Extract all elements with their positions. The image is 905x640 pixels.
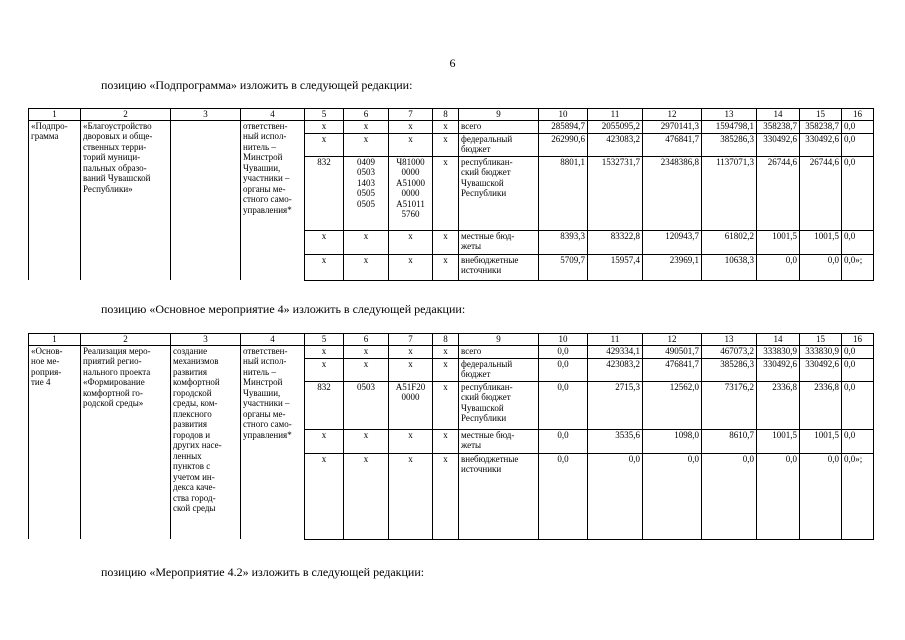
value-cell: 0,0: [842, 429, 874, 453]
target-item-cell: x: [389, 429, 433, 453]
value-cell: 1137071,3: [702, 156, 757, 230]
intro-event-4-2: позицию «Мероприятие 4.2» изложить в следующей редакции:: [101, 565, 425, 579]
value-cell: 2055095,2: [588, 120, 643, 133]
header-cell: 5: [305, 334, 344, 346]
grbs-cell: x: [305, 345, 344, 358]
value-cell: 330492,6: [757, 133, 800, 156]
value-cell: 0,0»;: [842, 254, 874, 280]
value-cell: 2336,8: [800, 381, 842, 429]
value-cell: 333830,9: [757, 345, 800, 358]
section-cell: 0503: [344, 381, 389, 429]
value-cell: 1594798,1: [702, 120, 757, 133]
header-cell: 2: [81, 334, 171, 346]
header-cell: 16: [842, 334, 874, 346]
header-cell: 7: [389, 109, 433, 121]
value-cell: 83322,8: [588, 230, 643, 254]
value-cell: 385286,3: [702, 133, 757, 156]
value-cell: 330492,6: [800, 358, 842, 381]
target-item-cell: x: [389, 358, 433, 381]
grbs-cell: x: [305, 254, 344, 280]
main-event-table: [28, 333, 874, 540]
target-item-cell: x: [389, 254, 433, 280]
header-cell: 4: [241, 109, 305, 121]
value-cell: 0,0: [842, 156, 874, 230]
header-cell: 11: [588, 109, 643, 121]
source-cell: местные бюд- жеты: [459, 230, 539, 254]
value-cell: 2970141,3: [643, 120, 702, 133]
value-cell: 429334,1: [588, 345, 643, 358]
target-item-cell: Ч81000 0000 A51000 0000 A51011 5760: [389, 156, 433, 230]
value-cell: 8801,1: [539, 156, 588, 230]
grbs-cell: x: [305, 453, 344, 539]
target-item-cell: x: [389, 120, 433, 133]
value-cell: 1098,0: [643, 429, 702, 453]
value-cell: 5709,7: [539, 254, 588, 280]
header-cell: 6: [344, 334, 389, 346]
value-cell: 0,0: [842, 230, 874, 254]
code-cell: «Подпро- грамма: [29, 120, 81, 280]
section-cell: x: [344, 120, 389, 133]
value-cell: 3535,6: [588, 429, 643, 453]
value-cell: 330492,6: [800, 133, 842, 156]
value-cell: 0,0: [757, 453, 800, 539]
value-cell: 12562,0: [643, 381, 702, 429]
value-cell: 0,0: [702, 453, 757, 539]
value-cell: 358238,7: [757, 120, 800, 133]
value-cell: 0,0: [539, 358, 588, 381]
value-cell: 61802,2: [702, 230, 757, 254]
value-cell: 1001,5: [800, 230, 842, 254]
grbs-cell: x: [305, 120, 344, 133]
value-cell: 0,0: [842, 358, 874, 381]
header-cell: 1: [29, 334, 81, 346]
expense-type-cell: x: [433, 133, 459, 156]
value-cell: 423083,2: [588, 358, 643, 381]
expense-type-cell: x: [433, 254, 459, 280]
value-cell: 0,0: [842, 381, 874, 429]
intro-subprogram: позицию «Подпрограмма» изложить в следующей редакции:: [101, 78, 413, 92]
value-cell: 10638,3: [702, 254, 757, 280]
grbs-cell: x: [305, 133, 344, 156]
value-cell: 2336,8: [757, 381, 800, 429]
target-item-cell: x: [389, 133, 433, 156]
value-cell: 1001,5: [757, 230, 800, 254]
expense-type-cell: x: [433, 120, 459, 133]
value-cell: 0,0: [800, 254, 842, 280]
source-cell: республикан- ский бюджет Чувашской Республики: [459, 156, 539, 230]
grbs-cell: x: [305, 429, 344, 453]
header-cell: 12: [643, 334, 702, 346]
value-cell: 358238,7: [800, 120, 842, 133]
expense-type-cell: x: [433, 230, 459, 254]
value-cell: 476841,7: [643, 358, 702, 381]
value-cell: 26744,6: [800, 156, 842, 230]
header-cell: 1: [29, 109, 81, 121]
value-cell: 467073,2: [702, 345, 757, 358]
header-cell: 11: [588, 334, 643, 346]
header-row: [29, 109, 874, 121]
grbs-cell: x: [305, 358, 344, 381]
executor-cell: ответствен- ный испол- нитель – Минстрой Чувашии, участники – органы ме- стного само- управления*: [241, 345, 305, 539]
value-cell: 8610,7: [702, 429, 757, 453]
value-cell: 262990,6: [539, 133, 588, 156]
value-cell: 0,0»;: [842, 453, 874, 539]
header-cell: 12: [643, 109, 702, 121]
value-cell: 73176,2: [702, 381, 757, 429]
header-cell: 15: [800, 334, 842, 346]
source-cell: всего: [459, 120, 539, 133]
header-cell: 14: [757, 109, 800, 121]
grbs-cell: x: [305, 230, 344, 254]
value-cell: 0,0: [643, 453, 702, 539]
value-cell: 0,0: [842, 133, 874, 156]
source-cell: внебюджетные источники: [459, 453, 539, 539]
value-cell: 23969,1: [643, 254, 702, 280]
intro-main-event: позицию «Основное мероприятие 4» изложить в следующей редакции:: [101, 302, 466, 316]
section-cell: x: [344, 429, 389, 453]
section-cell: x: [344, 345, 389, 358]
target-item-cell: x: [389, 453, 433, 539]
value-cell: 476841,7: [643, 133, 702, 156]
expense-type-cell: x: [433, 358, 459, 381]
value-cell: 15957,4: [588, 254, 643, 280]
header-cell: 13: [702, 334, 757, 346]
source-cell: республикан- ский бюджет Чувашской Республики: [459, 381, 539, 429]
header-cell: 5: [305, 109, 344, 121]
value-cell: 490501,7: [643, 345, 702, 358]
header-cell: 15: [800, 109, 842, 121]
header-cell: 2: [81, 109, 171, 121]
expense-type-cell: x: [433, 429, 459, 453]
value-cell: 333830,9: [800, 345, 842, 358]
grbs-cell: 832: [305, 156, 344, 230]
value-cell: 0,0: [588, 453, 643, 539]
header-cell: 7: [389, 334, 433, 346]
header-cell: 16: [842, 109, 874, 121]
value-cell: 0,0: [757, 254, 800, 280]
value-cell: 0,0: [842, 120, 874, 133]
value-cell: 0,0: [539, 429, 588, 453]
value-cell: 285894,7: [539, 120, 588, 133]
table-row: [29, 120, 874, 133]
page-number: 6: [449, 56, 456, 70]
value-cell: 1532731,7: [588, 156, 643, 230]
header-cell: 14: [757, 334, 800, 346]
value-cell: 0,0: [539, 453, 588, 539]
source-cell: федеральный бюджет: [459, 358, 539, 381]
header-cell: 3: [171, 109, 241, 121]
section-cell: x: [344, 133, 389, 156]
expense-type-cell: x: [433, 453, 459, 539]
goal-cell: [171, 120, 241, 280]
target-item-cell: x: [389, 345, 433, 358]
grbs-cell: 832: [305, 381, 344, 429]
value-cell: 423083,2: [588, 133, 643, 156]
value-cell: 120943,7: [643, 230, 702, 254]
value-cell: 26744,6: [757, 156, 800, 230]
header-cell: 4: [241, 334, 305, 346]
header-cell: 6: [344, 109, 389, 121]
header-cell: 10: [539, 334, 588, 346]
name-cell: «Благоустройство дворовых и обще- ственных терри- торий муници- пальных образо- ваний Чувашской Республики»: [81, 120, 171, 280]
executor-cell: ответствен- ный испол- нитель – Минстрой Чувашии, участники – органы ме- стного само- управления*: [241, 120, 305, 280]
header-cell: 13: [702, 109, 757, 121]
source-cell: всего: [459, 345, 539, 358]
header-cell: 9: [459, 109, 539, 121]
source-cell: внебюджетные источники: [459, 254, 539, 280]
header-cell: 8: [433, 334, 459, 346]
section-cell: x: [344, 230, 389, 254]
target-item-cell: A51F20 0000: [389, 381, 433, 429]
target-item-cell: x: [389, 230, 433, 254]
header-row: [29, 334, 874, 346]
value-cell: 2715,3: [588, 381, 643, 429]
section-cell: x: [344, 358, 389, 381]
table-row: [29, 345, 874, 358]
section-cell: 0409 0503 1403 0505 0505: [344, 156, 389, 230]
expense-type-cell: x: [433, 345, 459, 358]
value-cell: 2348386,8: [643, 156, 702, 230]
expense-type-cell: x: [433, 156, 459, 230]
expense-type-cell: x: [433, 381, 459, 429]
value-cell: 330492,6: [757, 358, 800, 381]
header-cell: 8: [433, 109, 459, 121]
code-cell: «Основ- ное ме- роприя- тие 4: [29, 345, 81, 539]
header-cell: 9: [459, 334, 539, 346]
value-cell: 0,0: [842, 345, 874, 358]
source-cell: местные бюд- жеты: [459, 429, 539, 453]
value-cell: 8393,3: [539, 230, 588, 254]
value-cell: 1001,5: [800, 429, 842, 453]
value-cell: 0,0: [800, 453, 842, 539]
source-cell: федеральный бюджет: [459, 133, 539, 156]
name-cell: Реализация меро- приятий регио- нального проекта «Формирование комфортной го- родской среды»: [81, 345, 171, 539]
goal-cell: создание механизмов развития комфортной городской среды, ком- плексного развития городов и других насе- ленных пунктов с учетом ин- декса каче- ства город- ской среды: [171, 345, 241, 539]
value-cell: 0,0: [539, 345, 588, 358]
section-cell: x: [344, 453, 389, 539]
subprogram-table: [28, 108, 874, 281]
value-cell: 385286,3: [702, 358, 757, 381]
header-cell: 10: [539, 109, 588, 121]
section-cell: x: [344, 254, 389, 280]
value-cell: 1001,5: [757, 429, 800, 453]
value-cell: 0,0: [539, 381, 588, 429]
header-cell: 3: [171, 334, 241, 346]
